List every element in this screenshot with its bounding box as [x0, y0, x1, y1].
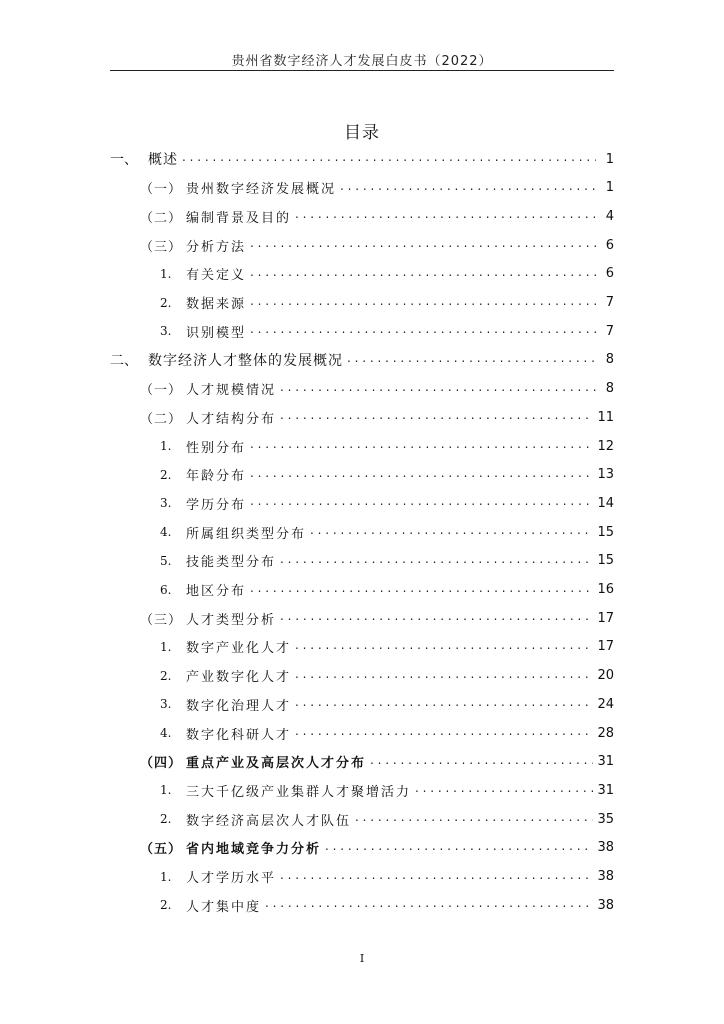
dot-leader [182, 152, 596, 166]
toc-entry-page: 15 [597, 553, 614, 569]
toc-entry-page: 7 [605, 323, 614, 339]
toc-entry[interactable] [140, 206, 614, 226]
toc-entry-number: 1. [160, 639, 172, 654]
toc-entry-label: 数字产业化人才 [186, 641, 292, 657]
header-rule [110, 70, 614, 71]
toc-entry-page: 1 [605, 180, 614, 196]
toc-entry[interactable] [110, 350, 614, 370]
toc-entry[interactable] [140, 838, 614, 858]
toc-entry-label: 人才集中度 [186, 899, 262, 915]
toc-entry-page: 38 [597, 840, 614, 856]
toc-entry[interactable] [140, 178, 614, 198]
toc-entry-page: 28 [597, 725, 614, 741]
toc-entry-number: 二、 [110, 352, 138, 369]
toc-entry-label: 分析方法 [186, 239, 247, 255]
toc-entry-page: 8 [605, 381, 614, 397]
dot-leader [325, 841, 593, 855]
toc-entry[interactable] [160, 321, 614, 341]
dot-leader [250, 583, 593, 597]
toc-entry-number: 2. [160, 467, 172, 482]
toc-entry-page: 15 [597, 524, 614, 540]
toc-entry-number: 2. [160, 668, 172, 683]
toc-entry-page: 20 [597, 668, 614, 684]
toc-entry[interactable] [160, 723, 614, 743]
toc-entry-label: 识别模型 [186, 325, 247, 341]
dot-leader [250, 238, 596, 252]
dot-leader [250, 267, 596, 281]
toc-entry-label: 数字化治理人才 [186, 698, 292, 714]
toc-entry-page: 6 [605, 237, 614, 253]
toc-entry-page: 12 [597, 438, 614, 454]
toc-entry[interactable] [160, 694, 614, 714]
dot-leader [310, 525, 593, 539]
toc-entry[interactable] [160, 895, 614, 915]
toc-entry[interactable] [160, 551, 614, 571]
toc-entry[interactable] [160, 780, 614, 800]
dot-leader [295, 209, 596, 223]
toc-entry[interactable] [160, 637, 614, 657]
toc-entry-page: 35 [597, 811, 614, 827]
dot-leader [280, 870, 593, 884]
toc-entry-number: 3. [160, 697, 172, 712]
page-number: I [359, 952, 365, 965]
toc-entry-page: 7 [605, 295, 614, 310]
dot-leader [250, 496, 593, 510]
toc-entry-label: 年龄分布 [186, 469, 247, 485]
toc-entry[interactable] [140, 608, 614, 628]
toc-entry-label: 技能类型分布 [186, 555, 277, 571]
dot-leader [250, 468, 593, 482]
toc-entry-number: 1. [160, 783, 172, 798]
toc-entry-label: 编制背景及目的 [186, 210, 292, 226]
toc-entry-page: 13 [597, 467, 614, 483]
toc-entry-number: （三） [140, 239, 183, 255]
toc-entry-page: 6 [605, 266, 614, 282]
dot-leader [370, 755, 593, 769]
toc-entry-number: （一） [140, 182, 183, 198]
toc-entry-number: 2. [160, 295, 172, 310]
toc-entry-page: 31 [597, 754, 614, 770]
toc-entry-page: 1 [605, 151, 614, 167]
toc-entry-label: 人才结构分布 [186, 411, 277, 427]
toc-entry-label: 地区分布 [186, 584, 247, 599]
dot-leader [250, 439, 593, 453]
toc-entry-number: 2. [160, 812, 172, 827]
toc-entry-label: 学历分布 [186, 497, 247, 513]
toc-entry-page: 31 [597, 782, 614, 798]
running-header: 贵州省数字经济人才发展白皮书（2022） [231, 54, 493, 69]
toc-entry-label: 人才类型分析 [186, 612, 277, 628]
toc-entry-label: 人才规模情况 [186, 383, 277, 399]
toc-entry-label: 数据来源 [186, 297, 247, 312]
toc-entry-label: 人才学历水平 [186, 871, 277, 886]
toc-entry-page: 4 [605, 208, 614, 224]
toc-entry-page: 38 [597, 869, 614, 884]
toc-entry[interactable] [160, 809, 614, 829]
dot-leader [295, 669, 593, 683]
toc-entry-label: 概述 [148, 152, 178, 168]
toc-entry[interactable] [160, 436, 614, 456]
dot-leader [280, 611, 593, 625]
toc-entry-number: （三） [140, 612, 183, 628]
toc-entry-number: 4. [160, 525, 172, 540]
toc-entry[interactable] [160, 580, 614, 600]
toc-entry[interactable] [160, 522, 614, 542]
dot-leader [250, 324, 596, 338]
toc-entry-number: 5. [160, 553, 172, 568]
toc-entry[interactable] [160, 465, 614, 485]
toc-entry[interactable] [160, 293, 614, 313]
toc-entry[interactable] [160, 666, 614, 686]
toc-entry[interactable] [140, 235, 614, 255]
toc-entry-number: 2. [160, 898, 172, 913]
dot-leader [250, 296, 596, 310]
toc-title: 目录 [344, 123, 380, 143]
toc-entry[interactable] [160, 264, 614, 284]
toc-entry-number: 4. [160, 726, 172, 740]
toc-entry-label: 重点产业及高层次人才分布 [186, 756, 367, 772]
toc-entry-number: 3. [160, 496, 172, 511]
toc-entry-page: 8 [605, 352, 614, 368]
toc-entry[interactable] [160, 493, 614, 513]
toc-entry-number: （一） [140, 383, 183, 399]
toc-entry-page: 24 [597, 696, 614, 712]
toc-entry-number: 1. [160, 869, 172, 884]
dot-leader [280, 410, 593, 424]
toc-entry-number: 一、 [110, 152, 138, 168]
toc-entry[interactable] [140, 752, 614, 772]
toc-entry-label: 性别分布 [186, 440, 247, 456]
toc-entry-page: 38 [597, 897, 614, 913]
toc-entry-number: （二） [140, 411, 183, 427]
dot-leader [415, 783, 593, 797]
toc-entry-number: （五） [140, 842, 183, 858]
toc-entry-number: 6. [160, 582, 172, 597]
toc-entry-page: 11 [597, 409, 614, 425]
toc-entry-page: 16 [597, 582, 614, 597]
toc-entry-number: （二） [140, 210, 183, 226]
toc-entry-label: 数字经济人才整体的发展概况 [148, 352, 343, 369]
dot-leader [340, 181, 596, 195]
toc-entry[interactable] [160, 867, 614, 887]
dot-leader [295, 726, 593, 740]
toc-entry-page: 17 [597, 639, 614, 655]
toc-entry-page: 17 [597, 610, 614, 626]
toc-entry[interactable] [140, 379, 614, 399]
dot-leader [295, 697, 593, 711]
toc-entry[interactable] [110, 149, 614, 169]
toc-entry-number: （四） [140, 756, 183, 772]
dot-leader [355, 812, 593, 826]
toc-entry-number: 3. [160, 324, 172, 339]
toc-entry[interactable] [140, 407, 614, 427]
toc-entry-label: 有关定义 [186, 268, 247, 284]
dot-leader [347, 353, 596, 367]
toc-entry-number: 1. [160, 266, 172, 281]
dot-leader [265, 898, 593, 912]
toc-entry-label: 省内地域竞争力分析 [186, 842, 322, 858]
toc-entry-label: 数字化科研人才 [186, 727, 292, 743]
toc-entry-label: 所属组织类型分布 [186, 526, 307, 542]
toc-entry-label: 数字经济高层次人才队伍 [186, 813, 352, 829]
dot-leader [295, 640, 593, 654]
toc-entry-label: 产业数字化人才 [186, 670, 292, 686]
toc-entry-number: 1. [160, 439, 172, 453]
dot-leader [280, 382, 596, 396]
dot-leader [280, 554, 593, 568]
toc-entry-page: 14 [597, 495, 614, 511]
toc-entry-label: 三大千亿级产业集群人才聚增活力 [186, 784, 412, 800]
toc-entry-label: 贵州数字经济发展概况 [186, 182, 337, 198]
